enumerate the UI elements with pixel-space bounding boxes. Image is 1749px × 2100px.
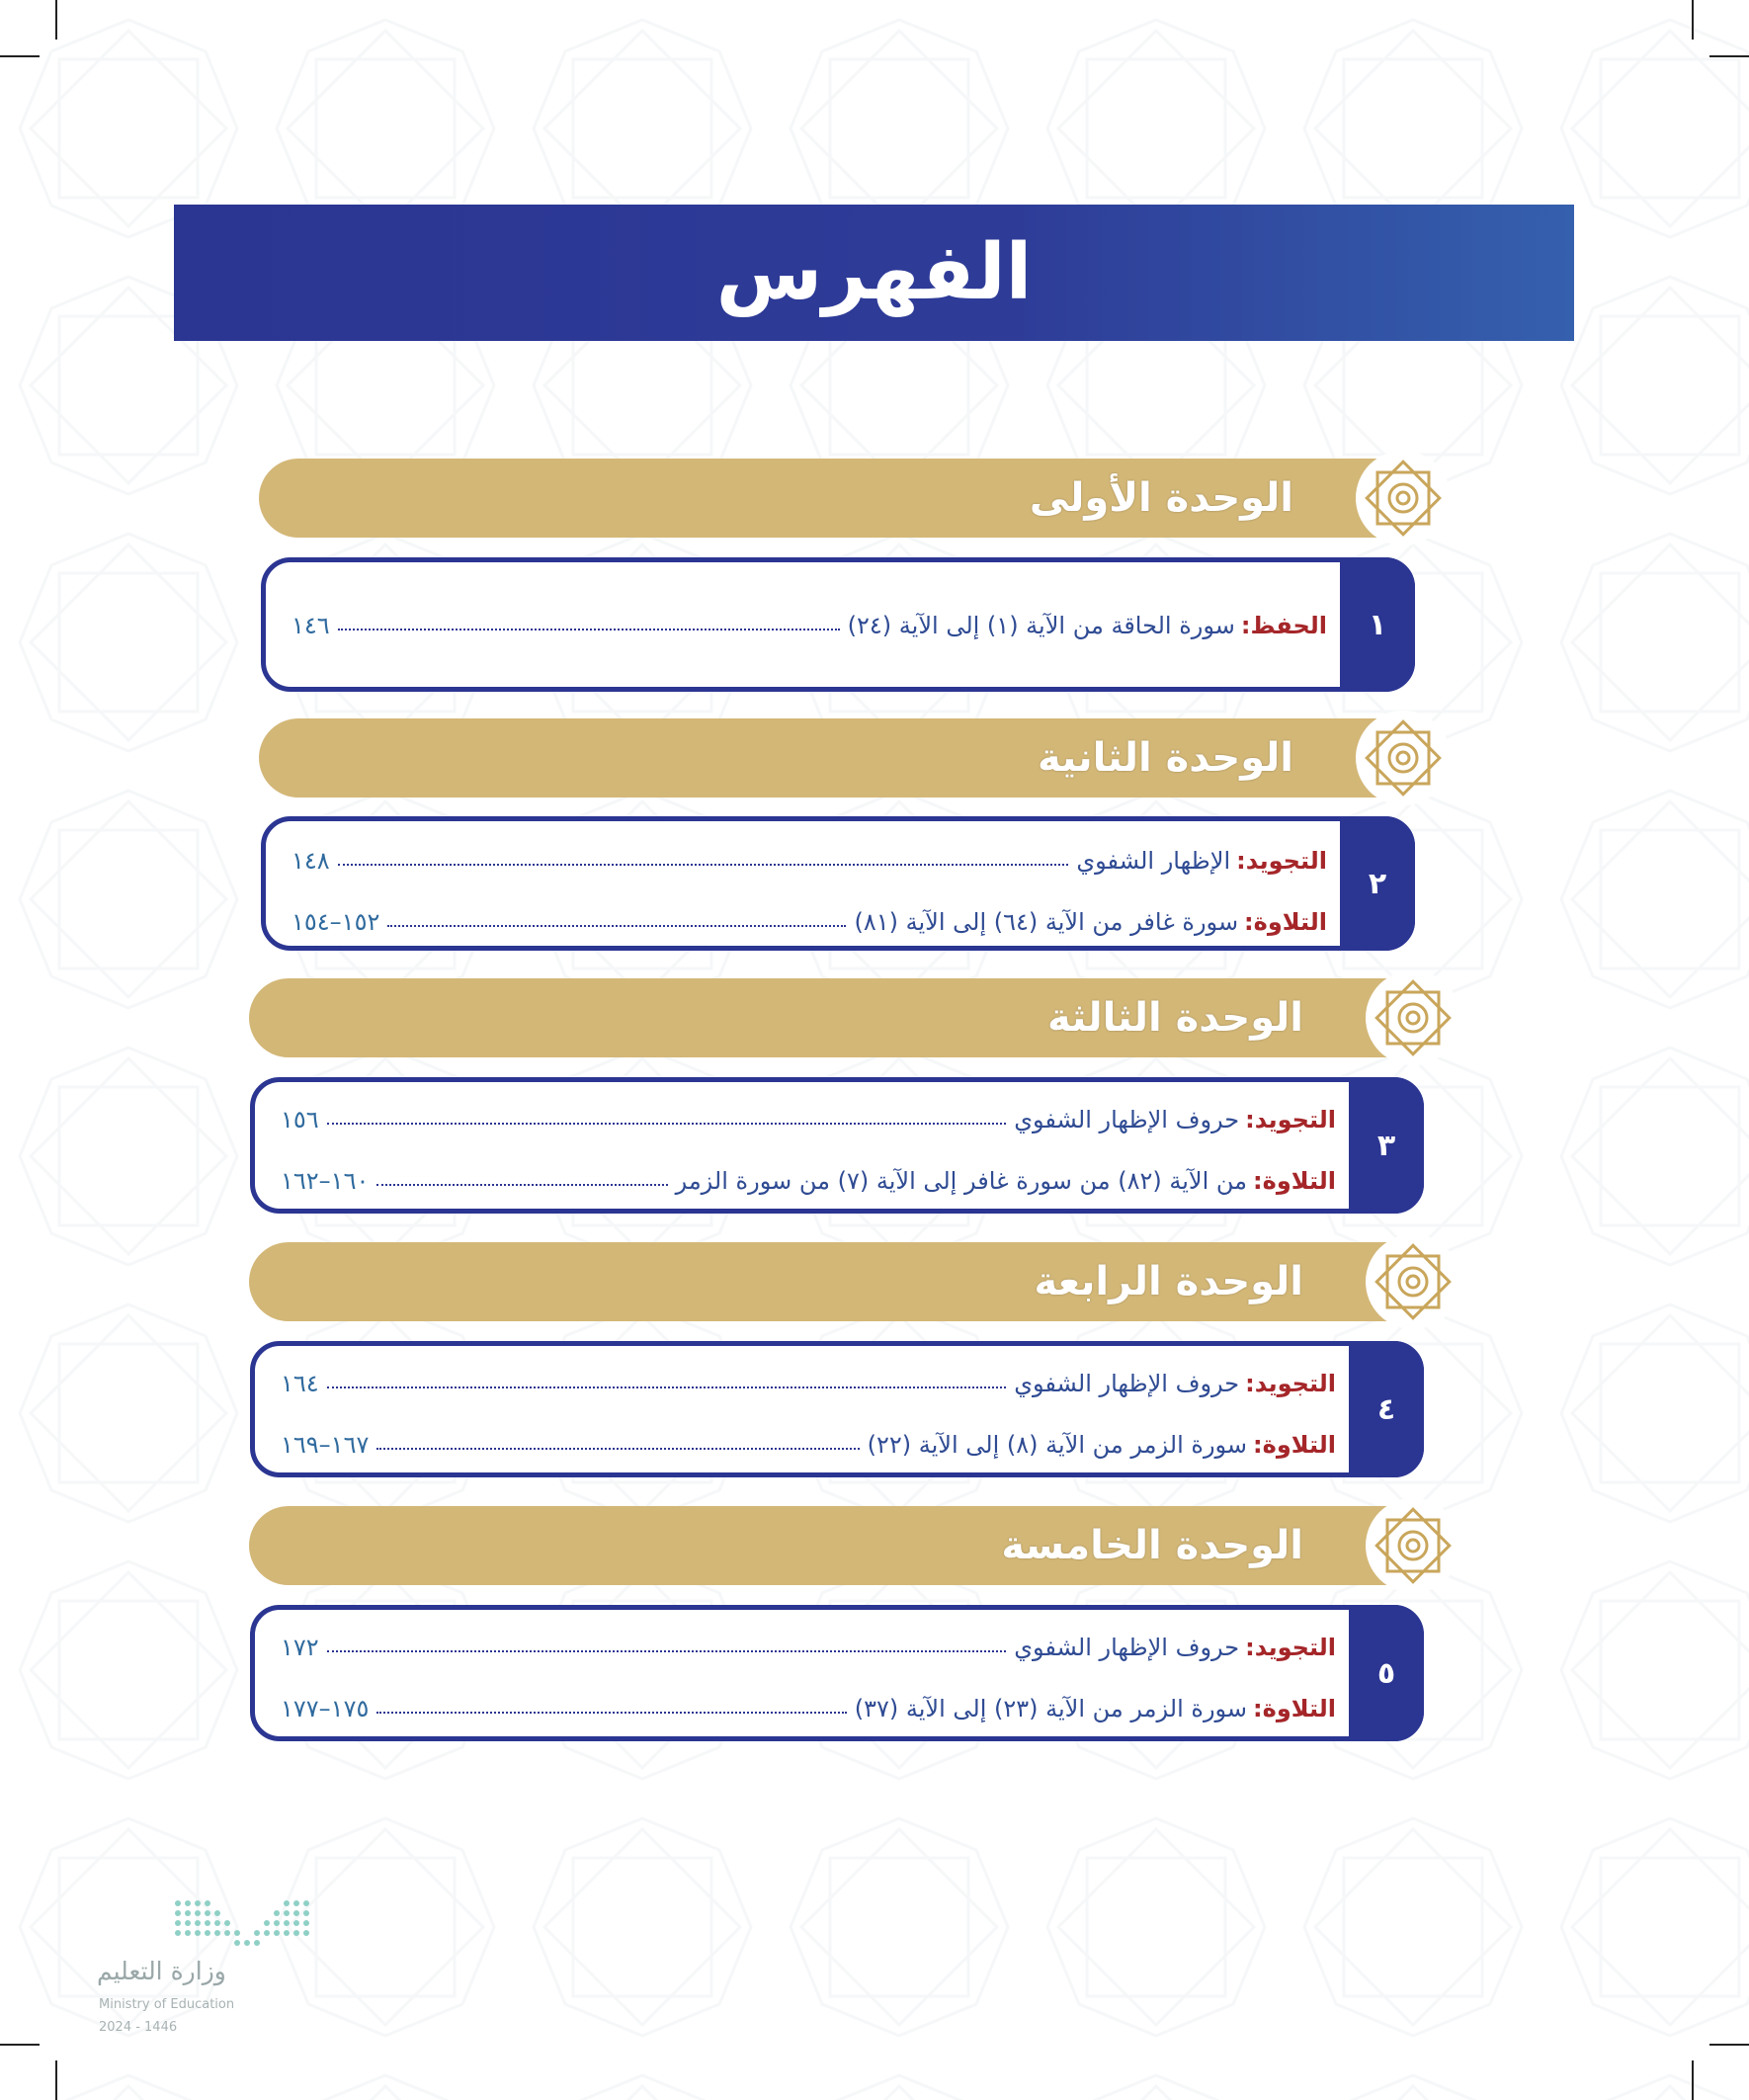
star-ornament-icon bbox=[1356, 711, 1451, 805]
entry-pages: ١٧٥–١٧٧ bbox=[281, 1695, 370, 1722]
entry-kind: التجويد: bbox=[1245, 1634, 1336, 1661]
ministry-name-ar: وزارة التعليم bbox=[97, 1957, 226, 1985]
lesson-number-tab bbox=[1349, 1341, 1424, 1477]
leader-dots bbox=[387, 925, 846, 927]
leader-dots bbox=[327, 1650, 1007, 1652]
crop-mark bbox=[1709, 55, 1749, 57]
unit-header bbox=[259, 459, 1390, 538]
entry-topic: حروف الإظهار الشفوي bbox=[1014, 1634, 1240, 1661]
entry-kind: التلاوة: bbox=[1244, 908, 1327, 936]
leader-dots bbox=[376, 1184, 667, 1186]
lesson-number-tab bbox=[1349, 1077, 1424, 1214]
toc-entry[interactable] bbox=[281, 1161, 1336, 1201]
lesson-number: ٢ bbox=[1368, 866, 1387, 901]
unit-header bbox=[249, 978, 1400, 1057]
lesson-box bbox=[250, 1341, 1424, 1477]
unit-title: الوحدة الرابعة bbox=[1034, 1259, 1303, 1304]
leader-dots bbox=[327, 1123, 1007, 1125]
crop-mark bbox=[55, 0, 57, 40]
lesson-box bbox=[261, 816, 1415, 951]
toc-entry[interactable] bbox=[292, 841, 1327, 881]
lesson-number: ١ bbox=[1368, 607, 1387, 642]
entry-pages: ١٥٢–١٥٤ bbox=[292, 908, 380, 936]
title-banner bbox=[174, 205, 1574, 341]
crop-mark bbox=[1692, 2060, 1694, 2100]
entry-kind: التلاوة: bbox=[1253, 1431, 1336, 1459]
entry-pages: ١٦٠–١٦٢ bbox=[281, 1167, 370, 1195]
leader-dots bbox=[376, 1448, 859, 1450]
entry-pages: ١٦٧–١٦٩ bbox=[281, 1431, 370, 1459]
crop-mark bbox=[1709, 2044, 1749, 2046]
toc-entry[interactable] bbox=[281, 1364, 1336, 1403]
lesson-number: ٥ bbox=[1376, 1655, 1396, 1691]
unit-header bbox=[249, 1506, 1400, 1585]
entry-topic: حروف الإظهار الشفوي bbox=[1014, 1370, 1240, 1397]
star-ornament-icon bbox=[1366, 1234, 1460, 1329]
unit-title: الوحدة الثالثة bbox=[1047, 995, 1303, 1041]
unit-title: الوحدة الخامسة bbox=[1001, 1523, 1303, 1568]
entry-topic: من الآية (٨٢) من سورة غافر إلى الآية (٧) من سورة الزمر bbox=[675, 1167, 1248, 1195]
entry-kind: التجويد: bbox=[1236, 847, 1327, 875]
entry-topic: الإظهار الشفوي bbox=[1076, 847, 1231, 875]
entry-kind: التلاوة: bbox=[1253, 1167, 1336, 1195]
crop-mark bbox=[0, 2044, 40, 2046]
entry-pages: ١٤٦ bbox=[292, 612, 330, 639]
entry-kind: التجويد: bbox=[1245, 1370, 1336, 1397]
crop-mark bbox=[1692, 0, 1694, 40]
toc-entry[interactable] bbox=[281, 1689, 1336, 1728]
toc-entry[interactable] bbox=[292, 606, 1327, 645]
lesson-box bbox=[250, 1077, 1424, 1214]
star-ornament-icon bbox=[1366, 1498, 1460, 1593]
entry-kind: الحفظ: bbox=[1240, 612, 1327, 639]
lesson-number: ٤ bbox=[1376, 1391, 1396, 1427]
leader-dots bbox=[376, 1712, 846, 1714]
toc-entry[interactable] bbox=[281, 1425, 1336, 1465]
entry-pages: ١٤٨ bbox=[292, 847, 330, 875]
entry-pages: ١٧٢ bbox=[281, 1634, 319, 1661]
entry-topic: حروف الإظهار الشفوي bbox=[1014, 1106, 1240, 1134]
leader-dots bbox=[338, 629, 840, 630]
ministry-logo-icon bbox=[172, 1897, 320, 1953]
entry-topic: سورة الحاقة من الآية (١) إلى الآية (٢٤) bbox=[847, 612, 1235, 639]
toc-entry[interactable] bbox=[292, 902, 1327, 942]
ministry-name-en: Ministry of Education bbox=[99, 1997, 235, 2012]
star-ornament-icon bbox=[1366, 970, 1460, 1065]
entry-pages: ١٦٤ bbox=[281, 1370, 319, 1397]
unit-title: الوحدة الثانية bbox=[1038, 735, 1293, 781]
leader-dots bbox=[327, 1386, 1007, 1388]
toc-entry[interactable] bbox=[281, 1100, 1336, 1139]
leader-dots bbox=[338, 864, 1069, 866]
entry-kind: التلاوة: bbox=[1253, 1695, 1336, 1722]
edition-year: 2024 - 1446 bbox=[99, 2020, 178, 2035]
crop-mark bbox=[55, 2060, 57, 2100]
unit-header bbox=[249, 1242, 1400, 1321]
unit-header bbox=[259, 718, 1390, 798]
entry-pages: ١٥٦ bbox=[281, 1106, 319, 1134]
unit-title: الوحدة الأولى bbox=[1029, 475, 1293, 521]
page-title: الفهرس bbox=[715, 228, 1033, 317]
lesson-number-tab bbox=[1340, 816, 1415, 951]
entry-topic: سورة غافر من الآية (٦٤) إلى الآية (٨١) bbox=[854, 908, 1239, 936]
lesson-box bbox=[250, 1605, 1424, 1741]
crop-mark bbox=[0, 55, 40, 57]
star-ornament-icon bbox=[1356, 451, 1451, 546]
lesson-box bbox=[261, 557, 1415, 692]
lesson-number-tab bbox=[1340, 557, 1415, 692]
entry-topic: سورة الزمر من الآية (٢٣) إلى الآية (٣٧) bbox=[854, 1695, 1248, 1722]
lesson-number-tab bbox=[1349, 1605, 1424, 1741]
entry-kind: التجويد: bbox=[1245, 1106, 1336, 1134]
lesson-number: ٣ bbox=[1376, 1128, 1396, 1163]
entry-topic: سورة الزمر من الآية (٨) إلى الآية (٢٢) bbox=[867, 1431, 1248, 1459]
toc-entry[interactable] bbox=[281, 1628, 1336, 1667]
